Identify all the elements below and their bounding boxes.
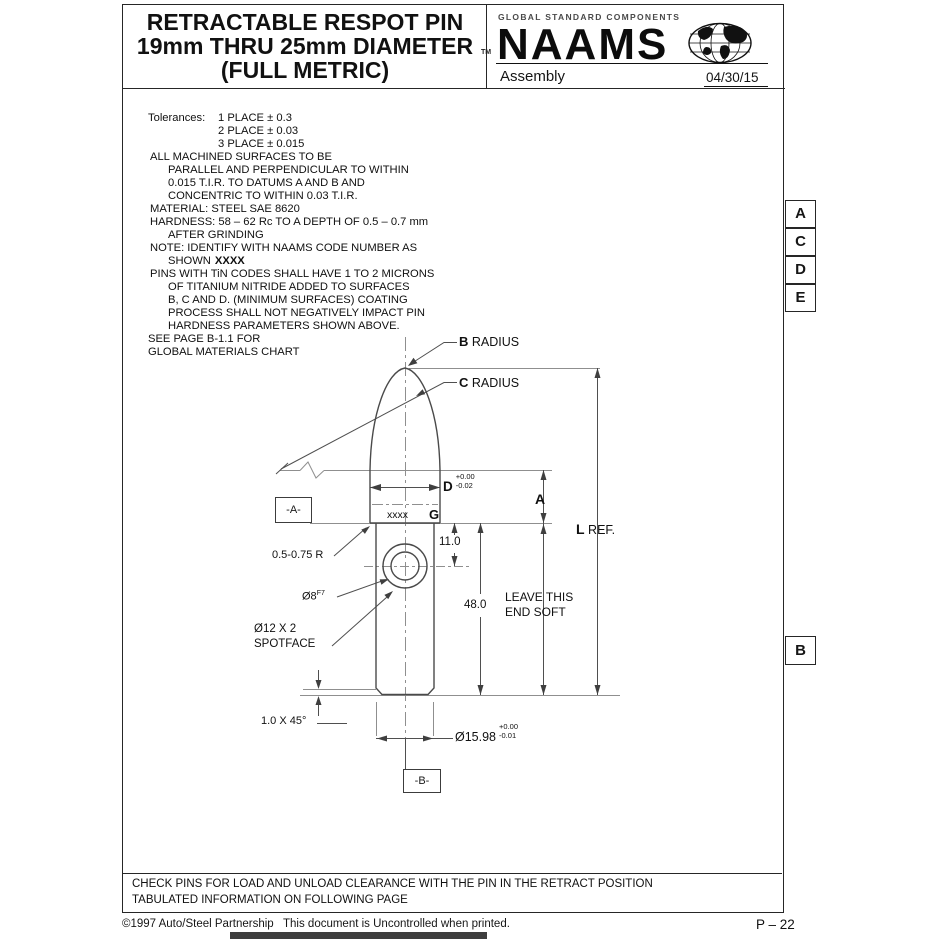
tolerance-1: 1 PLACE ± 0.3 (218, 112, 292, 124)
title-line-2: 19mm THRU 25mm DIAMETER (136, 33, 474, 59)
note-line: CONCENTRIC TO WITHIN 0.03 T.I.R. (168, 190, 358, 202)
date-underline (704, 86, 768, 87)
check-note-line-1: CHECK PINS FOR LOAD AND UNLOAD CLEARANCE WITH THE PIN IN THE RETRACT POSITION (132, 878, 653, 890)
tolerance-3: 3 PLACE ± 0.015 (218, 138, 305, 150)
note-line: ALL MACHINED SURFACES TO BE (150, 151, 332, 163)
g-surface-label: G (429, 507, 440, 522)
b-radius-label: B RADIUS (459, 334, 520, 349)
note-line: OF TITANIUM NITRIDE ADDED TO SURFACES (168, 281, 410, 293)
tolerance-2: 2 PLACE ± 0.03 (218, 125, 299, 137)
note-material: MATERIAL: STEEL SAE 8620 (150, 203, 300, 215)
code-mark-label: xxxx (387, 509, 408, 521)
note-shown: SHOWN XXXX (168, 255, 245, 267)
hole-dia-label: $Ø8^{F7}$ (302, 590, 325, 603)
uncontrolled-text: This document is Uncontrolled when printed. (283, 918, 510, 930)
shaft-dia-tolerance: +0.00 -0.01 (499, 722, 518, 740)
brand-logo-text: NAAMS (497, 20, 669, 69)
note-tolerances (148, 112, 478, 125)
page-number: P – 22 (756, 917, 795, 932)
datum-a-box: -A- (275, 497, 312, 523)
title-line-1: RETRACTABLE RESPOT PIN (146, 9, 464, 35)
note-see-page: SEE PAGE B-1.1 FOR (148, 333, 261, 345)
sheet-subtitle: Assembly (500, 68, 566, 85)
check-note-line-2: TABULATED INFORMATION ON FOLLOWING PAGE (132, 893, 408, 906)
general-notes (148, 112, 478, 359)
dim-d-label: D +0.00 -0.02 (443, 472, 475, 494)
check-note-box (122, 873, 782, 910)
note-tin: PINS WITH TiN CODES SHALL HAVE 1 TO 2 MICRONS (150, 268, 435, 280)
note-line: HARDNESS PARAMETERS SHOWN ABOVE. (168, 320, 400, 332)
note-line: B, C AND D. (MINIMUM SURFACES) COATING (168, 294, 408, 306)
code-number-placeholder: XXXX (214, 255, 245, 267)
copyright-text: ©1997 Auto/Steel Partnership (122, 918, 274, 930)
dim-48-label: 48.0 (464, 599, 487, 611)
datum-b-box: -B- (403, 769, 441, 793)
globe-icon (686, 21, 754, 65)
tolerances-label: Tolerances: (148, 112, 206, 124)
hole-fit-class: F7 (316, 590, 325, 597)
bottom-edge-bar (230, 932, 487, 939)
title-block-divider (122, 88, 785, 89)
l-ref-label: L REF. (576, 521, 616, 537)
brand-underline (496, 63, 768, 64)
zone-box-a: A (785, 200, 816, 228)
dim-d-tolerance: +0.00 -0.02 (455, 472, 475, 490)
note-line: AFTER GRINDING (168, 229, 264, 241)
zone-box-d: D (785, 256, 816, 284)
note-line: PARALLEL AND PERPENDICULAR TO WITHIN (168, 164, 409, 176)
leave-soft-note: LEAVE THIS END SOFT (505, 590, 574, 619)
note-line: PROCESS SHALL NOT NEGATIVELY IMPACT PIN (168, 307, 425, 319)
zone-box-e: E (785, 284, 816, 312)
spotface-label: Ø12 X 2 SPOTFACE (254, 623, 316, 650)
note-materials-chart: GLOBAL MATERIALS CHART (148, 346, 300, 358)
dim-a-label: A (535, 491, 546, 507)
title-line-3: (FULL METRIC) (220, 57, 390, 83)
zone-box-c: C (785, 228, 816, 256)
c-radius-label: C RADIUS (459, 375, 520, 390)
note-identify: NOTE: IDENTIFY WITH NAAMS CODE NUMBER AS (150, 242, 418, 254)
title-brand-divider (486, 4, 487, 88)
note-hardness: HARDNESS: 58 – 62 Rc TO A DEPTH OF 0.5 – 0.7 mm (150, 216, 429, 228)
chamfer-label: 1.0 X 45° (261, 715, 307, 727)
edge-radius-label: 0.5-0.75 R (272, 549, 324, 561)
brand-tagline: GLOBAL STANDARD COMPONENTS (498, 12, 681, 22)
note-line: 0.015 T.I.R. TO DATUMS A AND B AND (168, 177, 365, 189)
trademark-mark: TM (481, 49, 492, 56)
zone-box-b: B (785, 636, 816, 665)
drawing-title (127, 10, 483, 82)
dim-11-label: 11.0 (439, 536, 461, 548)
revision-date: 04/30/15 (706, 70, 759, 85)
shaft-dia-label: Ø15.98 +0.00 -0.01 (455, 722, 518, 744)
